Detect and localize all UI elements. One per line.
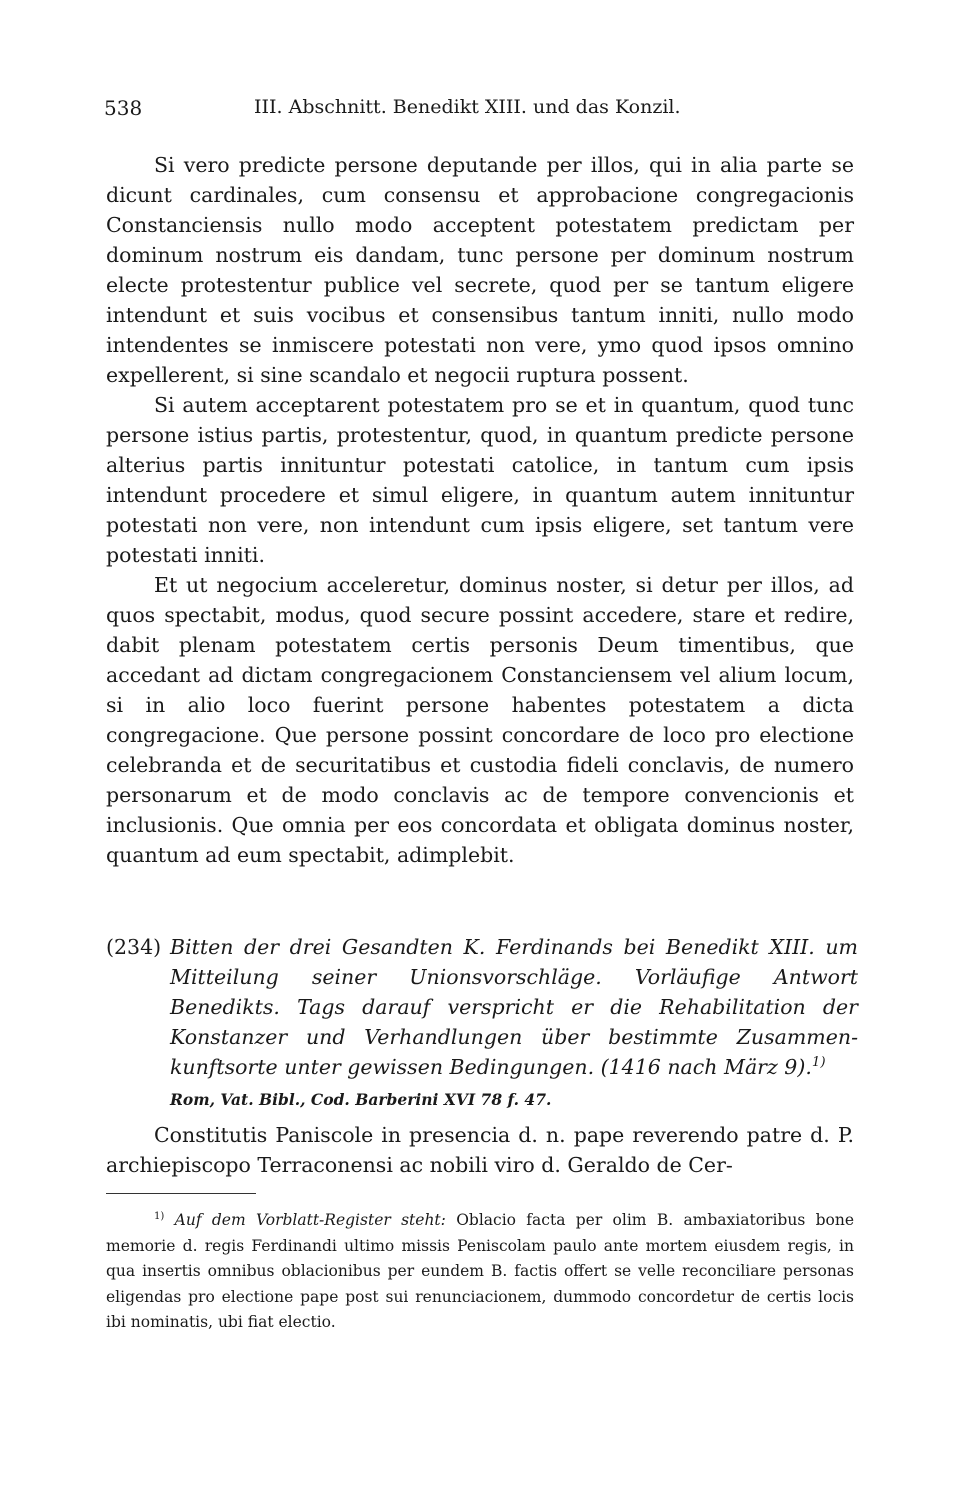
page-header (104, 96, 864, 126)
footnote-divider (106, 1193, 256, 1194)
document-heading (106, 932, 858, 1082)
page-number: 538 (104, 96, 143, 120)
document-body (106, 1120, 854, 1180)
footnote-marker: 1) (154, 1210, 165, 1222)
running-head: III. Abschnitt. Benedikt XIII. und das Konzil. (254, 96, 681, 118)
paragraph: Si vero predicte persone deputande per illos, qui in alia parte se dicunt cardinales, cum consensu et approbacione congregacionis Constanciensis nullo modo acceptent potestatem predictam per dominum nostrum eis dandam, tunc persone per dominum nostrum electe protestentur publice vel secrete, quod per se tantum eligere intendunt et suis vocibus et consensibus tantum inniti, nullo modo intendentes se inmiscere potestati non vere, ymo quod ipsos omnino expellerent, si sine scandalo et negocii ruptura possent. (106, 153, 854, 387)
paragraph: Et ut negocium acceleretur, dominus noster, si detur per illos, ad quos spectabit, modus, quod secure possint accedere, stare et redire, dabit plenam potestatem certis personis Deum timentibus, que accedant ad dictam congregacionem Constanciensem vel alium locum, si in alio loco fuerint persone habentes potestatem a dicta congregacione. Que persone possint concordare de loco pro electione celebranda et de securitatibus et custodia fideli conclavis, de numero personarum et de modo conclavis ac de tempore convencionis et inclusionis. Que omnia per eos concordata et obligata dominus noster, quantum ad eum spectabit, adimplebit. (106, 573, 854, 867)
main-text-block (106, 150, 854, 870)
footnote-text: Oblacio facta per olim B. ambaxiatoribus bone memorie d. regis Ferdinandi ultimo missis Peniscolam paulo ante mortem eiusdem regis, in qua insertis omnibus oblacionibus per eundem B. factis offert se velle reconciliare personas eligendas pro electione pape post sui renunciacionem, dummodo concordetur de certis locis ibi nominatis, ubi fiat electio. (106, 1211, 854, 1331)
source-citation: Rom, Vat. Bibl., Cod. Barberini XVI 78 f. 47. (170, 1090, 552, 1109)
document-title-text: Bitten der drei Gesandten K. Ferdinands bei Benedikt XIII. um Mitteilung seiner Unionsvorschläge. Vorläufige Antwort Benedikts. Tags darauf verspricht er die Rehabilitation der Konstanzer und Verhandlungen über bestimmte Zusammenkunftsorte unter gewissen Bedingungen. (1416 nach März 9). (170, 935, 858, 1079)
paragraph: Si autem acceptarent potestatem pro se et in quantum, quod tunc persone istius partis, protestentur, quod, in quantum predicte persone alterius partis innituntur potestati catolice, in tantum cum ipsis intendunt procedere et simul eligere, in quantum autem innituntur potestati non vere, non intendunt cum ipsis eligere, set tantum vere potestati inniti. (106, 393, 854, 567)
footnote (106, 1208, 854, 1336)
footnote-reference: 1) (811, 1055, 826, 1071)
document-body-text: Constitutis Paniscole in presencia d. n. pape reverendo patre d. P. archiepiscopo Terraconensi ac nobili viro d. Geraldo de Cer- (106, 1123, 854, 1177)
footnote-lead: Auf dem Vorblatt-Register steht: (174, 1211, 446, 1229)
document-number: (234) (106, 935, 162, 959)
document-title (170, 932, 858, 1082)
